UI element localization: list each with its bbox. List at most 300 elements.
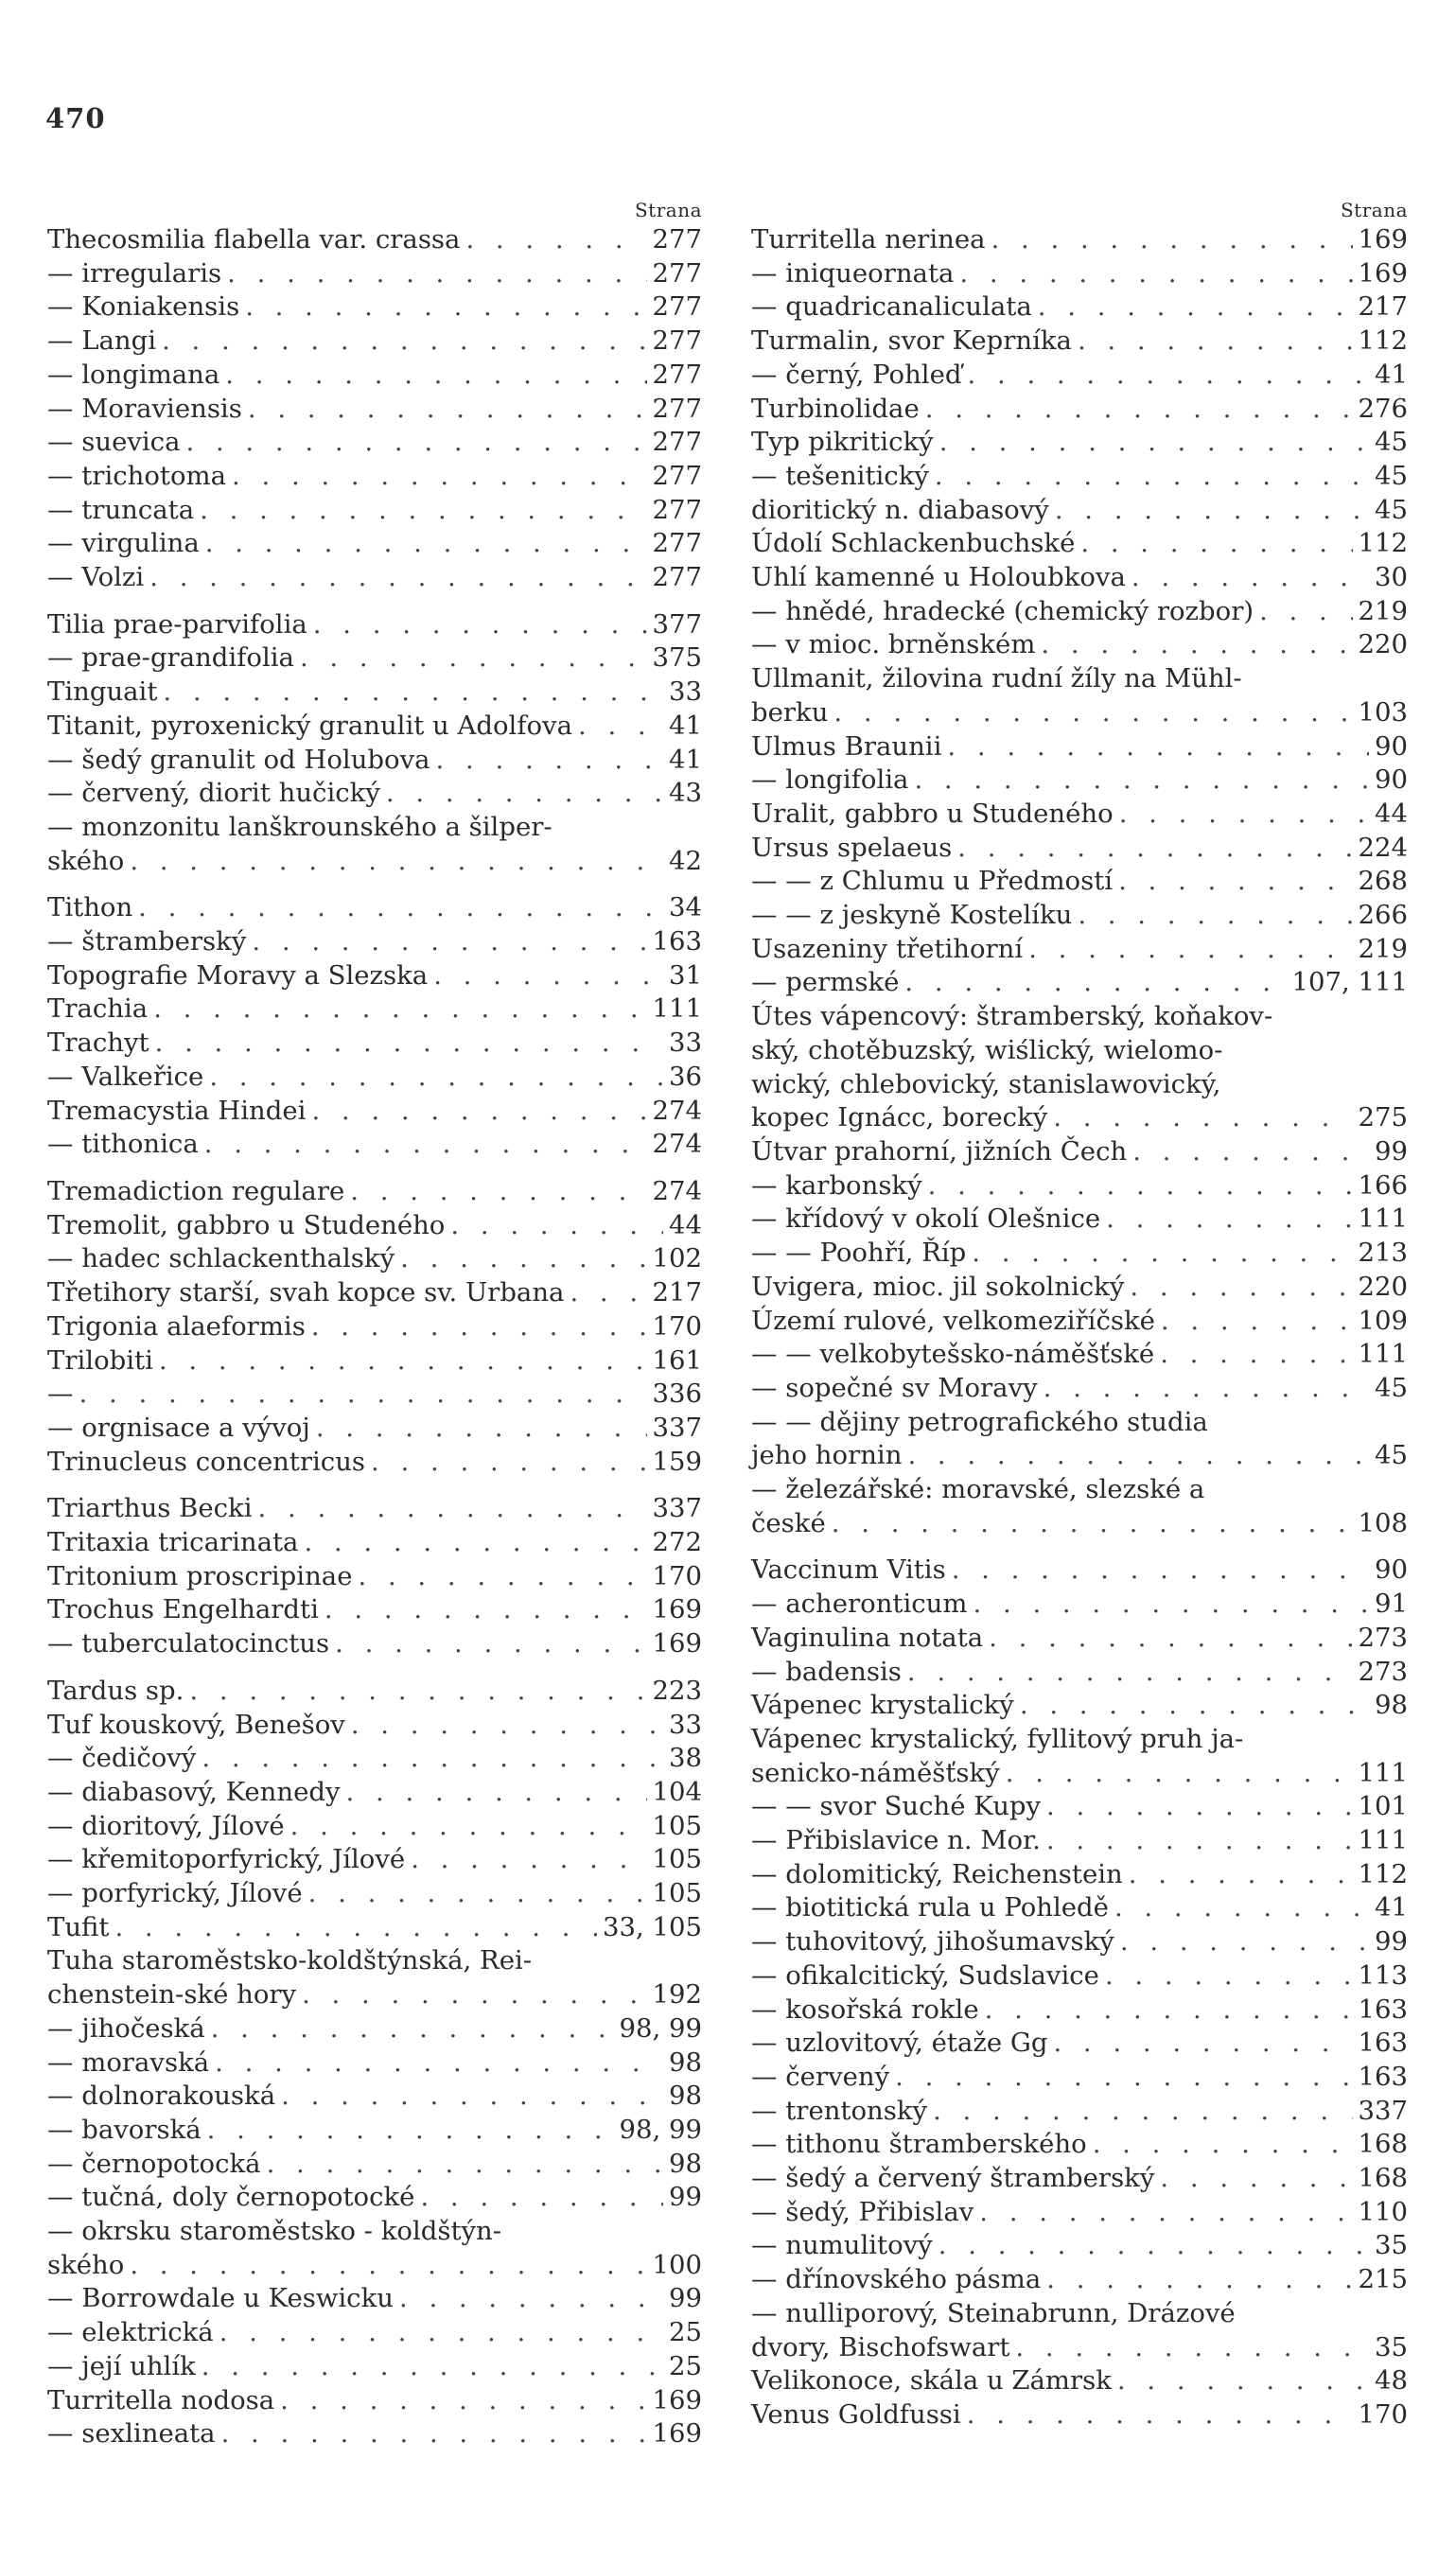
entry-page-ref: 109 — [1358, 1305, 1408, 1336]
entry-text-line: Tuha staroměstsko-koldštýnská, Rei- — [47, 1945, 533, 1976]
entry-term: — Langi — [47, 325, 157, 357]
entry-term: Tritaxia tricarinata — [47, 1527, 299, 1558]
entry-term: — hnědé, hradecké (chemický rozbor) — [751, 595, 1254, 626]
index-entry — [751, 1824, 1408, 1858]
entry-term: Triarthus Becki — [47, 1493, 253, 1524]
entry-page-ref: 105 — [652, 1810, 702, 1841]
entry-page-ref: 274 — [652, 1129, 702, 1160]
entry-term: — truncata — [47, 494, 195, 525]
index-entry — [751, 1169, 1408, 1203]
entry-page-ref: 277 — [652, 494, 702, 525]
dot-leader — [935, 460, 1369, 494]
entry-page-ref: 276 — [1358, 393, 1408, 424]
entry-term: — orgnisace a vývoj — [47, 1412, 310, 1443]
entry-term: — longimana — [47, 359, 220, 390]
entry-page-ref: 41 — [1375, 359, 1408, 390]
entry-term: Tremadiction regulare — [47, 1175, 345, 1206]
dot-leader — [1160, 1338, 1352, 1372]
index-entry — [47, 744, 702, 778]
entry-term: — — Poohří, Říp — [751, 1238, 967, 1269]
entry-term: — dioritový, Jílové — [47, 1810, 285, 1841]
dot-leader — [308, 1877, 647, 1911]
index-entry — [47, 1877, 702, 1911]
index-entry — [47, 1175, 702, 1209]
entry-term: kopec Ignácc, borecký — [751, 1102, 1048, 1133]
entry-term: — Přibislavice n. Mor. — [751, 1825, 1041, 1856]
entry-term: — černopotocká — [47, 2148, 261, 2179]
dot-leader — [215, 2046, 663, 2081]
entry-term: — Borrowdale u Keswicku — [47, 2283, 394, 2314]
entry-term: Údolí Schlackenbuchské — [751, 528, 1076, 559]
dot-leader — [311, 1095, 646, 1129]
dot-leader — [267, 2148, 663, 2182]
dot-leader — [1053, 1101, 1352, 1135]
entry-term: — — svor Suché Kupy — [751, 1791, 1042, 1822]
index-entry — [751, 1271, 1408, 1305]
entry-page-ref: 45 — [1375, 427, 1408, 458]
index-entry — [751, 2095, 1408, 2129]
entry-page-ref: 35 — [1375, 2331, 1408, 2362]
dot-leader — [335, 1627, 646, 1661]
entry-text-line: — monzonitu lanškrounského a šilper- — [47, 811, 553, 842]
dot-leader — [185, 426, 646, 460]
entry-term: — v mioc. brněnském — [751, 629, 1036, 660]
index-entry — [47, 959, 702, 993]
entry-term: — šedý, Přibislav — [751, 2196, 974, 2227]
index-entry — [47, 891, 702, 925]
entry-page-ref: 105 — [652, 1844, 702, 1875]
index-entry — [47, 1310, 702, 1344]
entry-page-ref: 377 — [652, 608, 702, 640]
entry-page-ref: 45 — [1375, 460, 1408, 491]
index-entry — [47, 494, 702, 528]
entry-term: Tinguait — [47, 676, 158, 708]
entry-page-ref: 111 — [652, 993, 702, 1025]
dot-leader — [252, 925, 646, 959]
entry-term: — tučná, doly černopotocké — [47, 2182, 415, 2213]
entry-term: — jihočeská — [47, 2012, 205, 2044]
entry-page-ref: 337 — [652, 1493, 702, 1524]
index-entry — [47, 608, 702, 642]
index-entry — [47, 2114, 702, 2148]
index-entry — [751, 1135, 1408, 1169]
index-entry — [47, 1412, 702, 1446]
index-entry — [751, 662, 1408, 729]
entry-term: — uzlovitový, étaže Gg — [751, 2028, 1048, 2059]
entry-page-ref: 99 — [669, 2182, 702, 2213]
entry-term: senicko-náměšťský — [751, 1757, 1000, 1788]
entry-term: — moravská — [47, 2046, 210, 2078]
entry-term: — irregularis — [47, 257, 222, 289]
entry-page-ref: 220 — [1358, 1271, 1408, 1302]
entry-page-ref: 101 — [1358, 1791, 1408, 1822]
entry-term: — iniqueornata — [751, 257, 955, 289]
entry-page-ref: 274 — [652, 1175, 702, 1206]
index-entry — [751, 1203, 1408, 1237]
entry-page-ref: 166 — [1358, 1169, 1408, 1201]
entry-page-ref: 110 — [1358, 2196, 1408, 2227]
entry-term: dvory, Bischofswart — [751, 2331, 1010, 2362]
dot-leader — [939, 2229, 1369, 2263]
entry-term: — virgulina — [47, 528, 200, 559]
index-entry — [47, 1378, 702, 1412]
entry-term: — — z Chlumu u Předmostí — [751, 866, 1114, 897]
entry-term: Trinucleus concentricus — [47, 1446, 366, 1477]
entry-page-ref: 111 — [1358, 1339, 1408, 1370]
index-entry — [751, 2128, 1408, 2162]
index-entry — [751, 2398, 1408, 2432]
entry-page-ref: 274 — [652, 1095, 702, 1126]
index-entry — [751, 730, 1408, 764]
index-entry — [47, 1095, 702, 1129]
index-entry — [751, 628, 1408, 662]
index-entry — [751, 933, 1408, 967]
entry-term: — acheronticum — [751, 1589, 968, 1620]
index-entry — [751, 595, 1408, 629]
index-entry — [47, 1776, 702, 1810]
entry-page-ref: 169 — [652, 2384, 702, 2415]
dot-leader — [1078, 325, 1353, 359]
index-entry — [47, 2012, 702, 2046]
dot-leader — [204, 1128, 647, 1162]
entry-term: — tithonu štramberského — [751, 2129, 1087, 2160]
index-entry — [47, 641, 702, 676]
entry-page-ref: 90 — [1375, 730, 1408, 762]
dot-leader — [433, 959, 663, 993]
entry-page-ref: 219 — [1358, 595, 1408, 626]
entry-term: — bavorská — [47, 2114, 202, 2145]
entry-text-line: — okrsku staroměstsko - koldštýn- — [47, 2216, 502, 2247]
dot-leader — [245, 290, 646, 325]
dot-leader — [304, 1526, 646, 1560]
dot-leader — [163, 676, 663, 710]
dot-leader — [985, 1993, 1353, 2028]
column-header-strana: Strana — [634, 199, 702, 221]
entry-term: Trilobiti — [47, 1344, 153, 1376]
dot-leader — [346, 1776, 647, 1810]
entry-term: — — z jeskyně Kostelíku — [751, 900, 1073, 931]
index-entry — [47, 2046, 702, 2081]
entry-term: — permské — [751, 967, 900, 998]
entry-term: — Valkeřice — [47, 1061, 204, 1092]
dot-leader — [420, 2181, 663, 2215]
entry-page-ref: 33 — [669, 676, 702, 708]
entry-page-ref: 45 — [1375, 1440, 1408, 1471]
entry-term: Tremacystia Hindei — [47, 1095, 307, 1126]
index-entry — [47, 223, 702, 257]
index-entry — [47, 325, 702, 359]
index-entry — [751, 1473, 1408, 1540]
entry-page-ref: 107, 111 — [1291, 967, 1408, 998]
index-entry — [47, 1446, 702, 1480]
entry-page-ref: 42 — [669, 845, 702, 876]
index-entry — [751, 1689, 1408, 1723]
dot-leader — [979, 2196, 1352, 2230]
index-entry — [47, 1675, 702, 1709]
entry-page-ref: 112 — [1358, 1858, 1408, 1889]
index-entry — [47, 257, 702, 291]
entry-page-ref: 98 — [669, 2046, 702, 2078]
entry-page-ref: 277 — [652, 359, 702, 390]
dot-leader — [1118, 865, 1352, 899]
dot-leader — [1015, 2331, 1369, 2365]
dot-leader — [200, 494, 646, 528]
dot-leader — [386, 777, 663, 811]
entry-term: — tešenitický — [751, 460, 929, 491]
entry-term: — červený — [751, 2061, 890, 2092]
dot-leader — [570, 1276, 646, 1310]
entry-page-ref: 41 — [669, 744, 702, 775]
entry-page-ref: 170 — [652, 1310, 702, 1342]
dot-leader — [933, 2095, 1352, 2129]
index-entry — [751, 899, 1408, 933]
dot-leader — [290, 1810, 647, 1844]
entry-page-ref: 169 — [652, 1628, 702, 1660]
entry-term: Ulmus Braunii — [751, 730, 942, 762]
entries-list — [47, 223, 702, 2451]
index-entry — [47, 359, 702, 393]
index-entry — [751, 527, 1408, 561]
dot-leader — [280, 2384, 646, 2418]
dot-leader — [350, 1175, 646, 1209]
dot-leader — [1028, 933, 1352, 967]
entry-term: Tithon — [47, 892, 133, 923]
dot-leader — [1117, 2364, 1369, 2398]
dot-leader — [1131, 561, 1369, 595]
dot-leader — [465, 223, 646, 257]
entry-term: ského — [47, 2249, 125, 2280]
dot-leader — [904, 966, 1286, 1000]
entry-term: — kosořská rokle — [751, 1993, 979, 2025]
index-entry — [751, 1237, 1408, 1271]
index-entry — [751, 223, 1408, 257]
entry-term: — Moraviensis — [47, 393, 242, 424]
dot-leader — [973, 1588, 1369, 1622]
index-entry — [47, 1911, 702, 1945]
dot-leader — [130, 2249, 646, 2283]
entry-page-ref: 273 — [1358, 1622, 1408, 1653]
dot-leader — [211, 2012, 614, 2046]
dot-leader — [939, 426, 1369, 460]
entry-text-line: ský, chotěbuzský, wiślický, wielomo- — [751, 1034, 1223, 1065]
entry-page-ref: 275 — [1358, 1102, 1408, 1133]
entry-page-ref: 33 — [669, 1709, 702, 1740]
entry-text-line: Vápenec krystalický, fyllitový pruh ja- — [751, 1723, 1244, 1754]
dot-leader — [225, 359, 646, 393]
index-entry — [751, 2229, 1408, 2263]
entry-page-ref: 277 — [652, 528, 702, 559]
entry-page-ref: 112 — [1358, 325, 1408, 357]
entry-page-ref: 90 — [1375, 1554, 1408, 1586]
entry-page-ref: 41 — [1375, 1892, 1408, 1923]
index-entry — [47, 2282, 702, 2316]
entry-page-ref: 163 — [652, 926, 702, 957]
dot-leader — [155, 1027, 663, 1061]
index-entry — [751, 1656, 1408, 1690]
entry-term: Tardus sp. — [47, 1675, 184, 1706]
dot-leader — [400, 1242, 646, 1276]
entry-page-ref: 25 — [669, 2317, 702, 2348]
entry-page-ref: 35 — [1375, 2230, 1408, 2261]
dot-leader — [952, 1554, 1369, 1588]
dot-leader — [914, 764, 1369, 798]
entry-term: — dolnorakouská — [47, 2081, 276, 2112]
entry-page-ref: 45 — [1375, 1372, 1408, 1403]
index-entry — [47, 527, 702, 561]
entry-page-ref: 277 — [652, 325, 702, 357]
entry-text-line: — nulliporový, Steinabrunn, Drázové — [751, 2297, 1236, 2328]
dot-leader — [907, 1439, 1369, 1473]
dot-leader — [149, 561, 646, 595]
entry-term: — Koniakensis — [47, 291, 240, 323]
entry-page-ref: 112 — [1358, 528, 1408, 559]
entry-page-ref: 104 — [652, 1776, 702, 1807]
dot-leader — [578, 710, 663, 744]
index-entry — [47, 1627, 702, 1661]
entry-page-ref: 169 — [652, 2418, 702, 2450]
index-entry — [47, 1944, 702, 2011]
entry-page-ref: 98, 99 — [619, 2012, 702, 2044]
entry-page-ref: 98, 99 — [619, 2114, 702, 2145]
index-entry — [751, 2027, 1408, 2061]
entry-page-ref: 277 — [652, 427, 702, 458]
dot-leader — [1046, 1824, 1353, 1858]
entry-term: — quadricanaliculata — [751, 291, 1032, 323]
dot-leader — [281, 2080, 663, 2114]
dot-leader — [1130, 1271, 1352, 1305]
index-entry — [751, 325, 1408, 359]
dot-leader — [189, 1675, 646, 1709]
entry-term: — šedý granulit od Holubova — [47, 744, 430, 775]
index-entry — [47, 1344, 702, 1379]
entry-text-line: — — dějiny petrografického studia — [751, 1406, 1208, 1437]
entry-page-ref: 48 — [1375, 2365, 1408, 2397]
entry-page-ref: 90 — [1375, 764, 1408, 796]
dot-leader — [162, 325, 646, 359]
entry-term: — křídový v okolí Olešnice — [751, 1203, 1101, 1235]
index-entry — [47, 710, 702, 744]
entry-page-ref: 98 — [1375, 1690, 1408, 1721]
index-entry — [47, 1492, 702, 1526]
entry-term: — porfyrický, Jílové — [47, 1878, 303, 1909]
entry-page-ref: 31 — [669, 959, 702, 991]
entry-page-ref: 277 — [652, 257, 702, 289]
entry-page-ref: 44 — [1375, 798, 1408, 829]
index-entry — [751, 1554, 1408, 1588]
dot-leader — [1080, 527, 1352, 561]
dot-leader — [1044, 1372, 1369, 1406]
entry-page-ref: 161 — [652, 1344, 702, 1376]
index-entry — [47, 1843, 702, 1877]
entry-page-ref: 268 — [1358, 866, 1408, 897]
index-entry — [47, 1593, 702, 1627]
entry-term: Thecosmilia flabella var. crassa — [47, 224, 461, 255]
index-entry — [751, 359, 1408, 393]
index-entry — [751, 1723, 1408, 1790]
dot-leader — [1038, 290, 1353, 325]
index-entry — [751, 494, 1408, 528]
entry-page-ref: 43 — [669, 778, 702, 809]
index-entry — [47, 393, 702, 427]
dot-leader — [832, 1507, 1353, 1541]
index-entry — [751, 1406, 1408, 1473]
entry-term: Typ pikritický — [751, 427, 934, 458]
index-entry — [751, 764, 1408, 798]
entry-term: — trentonský — [751, 2095, 928, 2126]
index-column-right — [751, 197, 1408, 2432]
index-entry — [47, 777, 702, 811]
entry-text-line: Útes vápencový: štramberský, koňakov- — [751, 1001, 1273, 1032]
dot-leader — [209, 1061, 663, 1095]
entry-term: — longifolia — [751, 764, 909, 796]
index-entry — [47, 1742, 702, 1776]
entry-page-ref: 33, 105 — [603, 1911, 702, 1942]
entry-page-ref: 273 — [1358, 1656, 1408, 1687]
dot-leader — [907, 1656, 1353, 1690]
index-entry — [751, 1338, 1408, 1372]
entry-term: Turmalin, svor Keprníka — [751, 325, 1072, 357]
index-entry — [47, 1242, 702, 1276]
dot-leader — [302, 1978, 646, 2012]
entry-term: Vaccinum Vitis — [751, 1554, 946, 1586]
dot-leader — [232, 460, 647, 494]
entry-text-line: Ullmanit, žilovina rudní žíly na Mühl- — [751, 663, 1242, 694]
index-column-left — [47, 197, 702, 2451]
index-entry — [751, 1925, 1408, 1959]
dot-leader — [947, 730, 1369, 764]
entry-term: — prae-grandifolia — [47, 642, 294, 674]
dot-leader — [258, 1492, 647, 1526]
entry-term: Trachia — [47, 993, 149, 1025]
entry-page-ref: 169 — [652, 1594, 702, 1625]
entry-term: Tremolit, gabbro u Studeného — [47, 1209, 446, 1240]
index-entry — [751, 1959, 1408, 1993]
entry-term: Venus Goldfussi — [751, 2399, 961, 2430]
dot-leader — [1160, 2162, 1352, 2196]
page-number: 470 — [45, 102, 106, 134]
entry-page-ref: 163 — [1358, 2061, 1408, 2092]
entry-page-ref: 98 — [669, 2148, 702, 2179]
entry-page-ref: 98 — [669, 2081, 702, 2112]
entry-term: — šedý a červený štramberský — [751, 2163, 1155, 2194]
entry-page-ref: 220 — [1358, 629, 1408, 660]
entry-page-ref: 213 — [1358, 1238, 1408, 1269]
dot-leader — [1046, 2263, 1352, 2297]
index-entry — [751, 2162, 1408, 2196]
entry-page-ref: 105 — [652, 1878, 702, 1909]
dot-leader — [967, 2398, 1353, 2432]
index-entry — [47, 2148, 702, 2182]
dot-leader — [1041, 628, 1352, 662]
dot-leader — [248, 393, 647, 427]
index-entry — [751, 1372, 1408, 1406]
dot-leader — [1114, 1891, 1369, 1925]
entry-page-ref: 108 — [1358, 1507, 1408, 1538]
entry-page-ref: 159 — [652, 1446, 702, 1477]
dot-leader — [114, 1911, 597, 1945]
index-entry — [751, 257, 1408, 291]
dot-leader — [1259, 595, 1352, 629]
entry-term: Turritella nodosa — [47, 2384, 275, 2415]
index-entry — [751, 290, 1408, 325]
index-entry — [47, 426, 702, 460]
index-entry — [751, 1588, 1408, 1622]
entry-term: — tuberculatocinctus — [47, 1628, 330, 1660]
index-entry — [751, 1305, 1408, 1339]
entry-page-ref: 266 — [1358, 900, 1408, 931]
index-entry — [47, 1061, 702, 1095]
entry-term: — ofikalcitický, Sudslavice — [751, 1959, 1099, 1991]
